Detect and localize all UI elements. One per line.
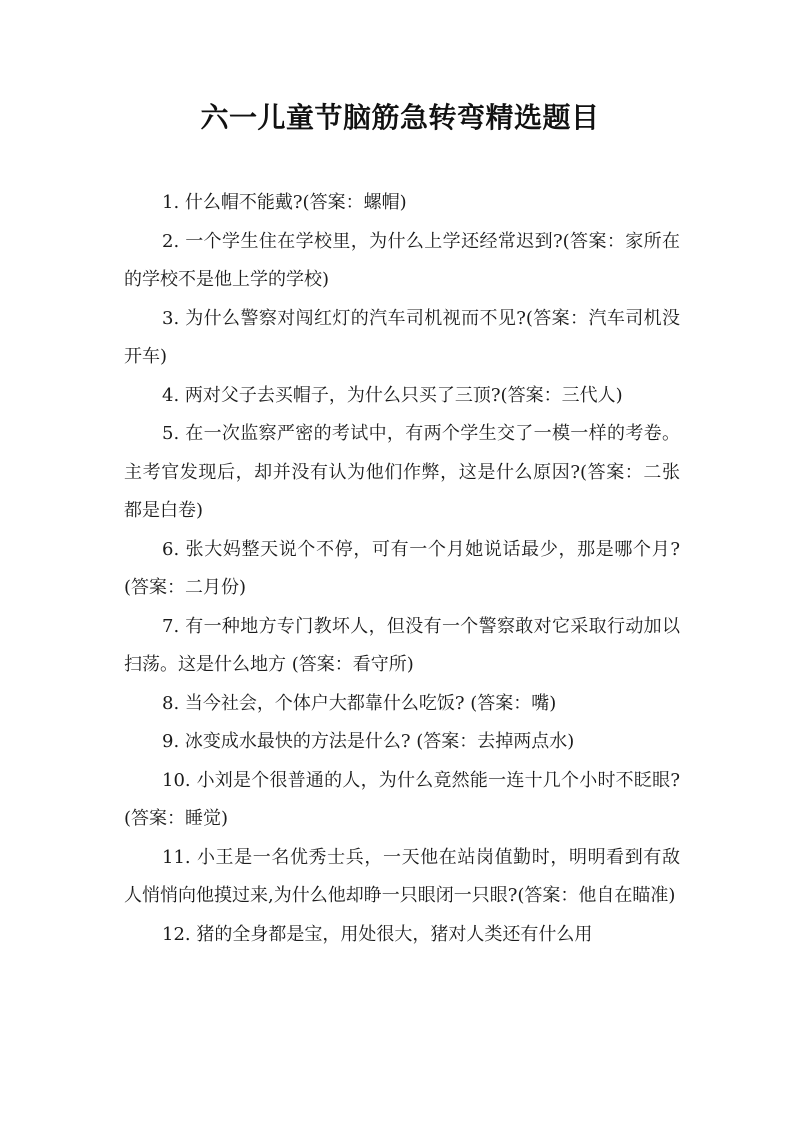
question-item: 7. 有一种地方专门教坏人，但没有一个警察敢对它采取行动加以扫荡。这是什么地方 (答案：看守所) (124, 615, 680, 675)
document-title: 六一儿童节脑筋急转弯精选题目 (200, 101, 600, 134)
question-item: 3. 为什么警察对闯红灯的汽车司机视而不见?(答案：汽车司机没开车) (124, 307, 680, 367)
question-item: 9. 冰变成水最快的方法是什么? (答案：去掉两点水) (162, 731, 575, 752)
question-item: 12. 猪的全身都是宝，用处很大，猪对人类还有什么用 (162, 923, 593, 945)
question-item: 11. 小王是一名优秀士兵，一天他在站岗值勤时，明明看到有敌人悄悄向他摸过来,为什么他却睁一只眼闭一只眼?(答案：他自在瞄准) (124, 846, 680, 906)
question-item: 1. 什么帽不能戴?(答案：螺帽) (162, 192, 407, 213)
question-item: 4. 两对父子去买帽子，为什么只买了三顶?(答案：三代人) (162, 384, 623, 406)
question-item: 8. 当今社会，个体户大都靠什么吃饭? (答案：嘴) (162, 692, 557, 714)
question-item: 6. 张大妈整天说个不停，可有一个月她说话最少，那是哪个月?(答案：二月份) (124, 538, 680, 598)
question-item: 10. 小刘是个很普通的人，为什么竟然能一连十几个小时不眨眼?(答案：睡觉) (124, 769, 680, 829)
question-item: 5. 在一次监察严密的考试中，有两个学生交了一模一样的考卷。主考官发现后，却并没有认为他们作弊，这是什么原因?(答案：二张都是白卷) (124, 423, 680, 521)
question-item: 2. 一个学生住在学校里，为什么上学还经常迟到?(答案：家所在的学校不是他上学的学校) (124, 230, 680, 290)
question-list (124, 184, 680, 954)
